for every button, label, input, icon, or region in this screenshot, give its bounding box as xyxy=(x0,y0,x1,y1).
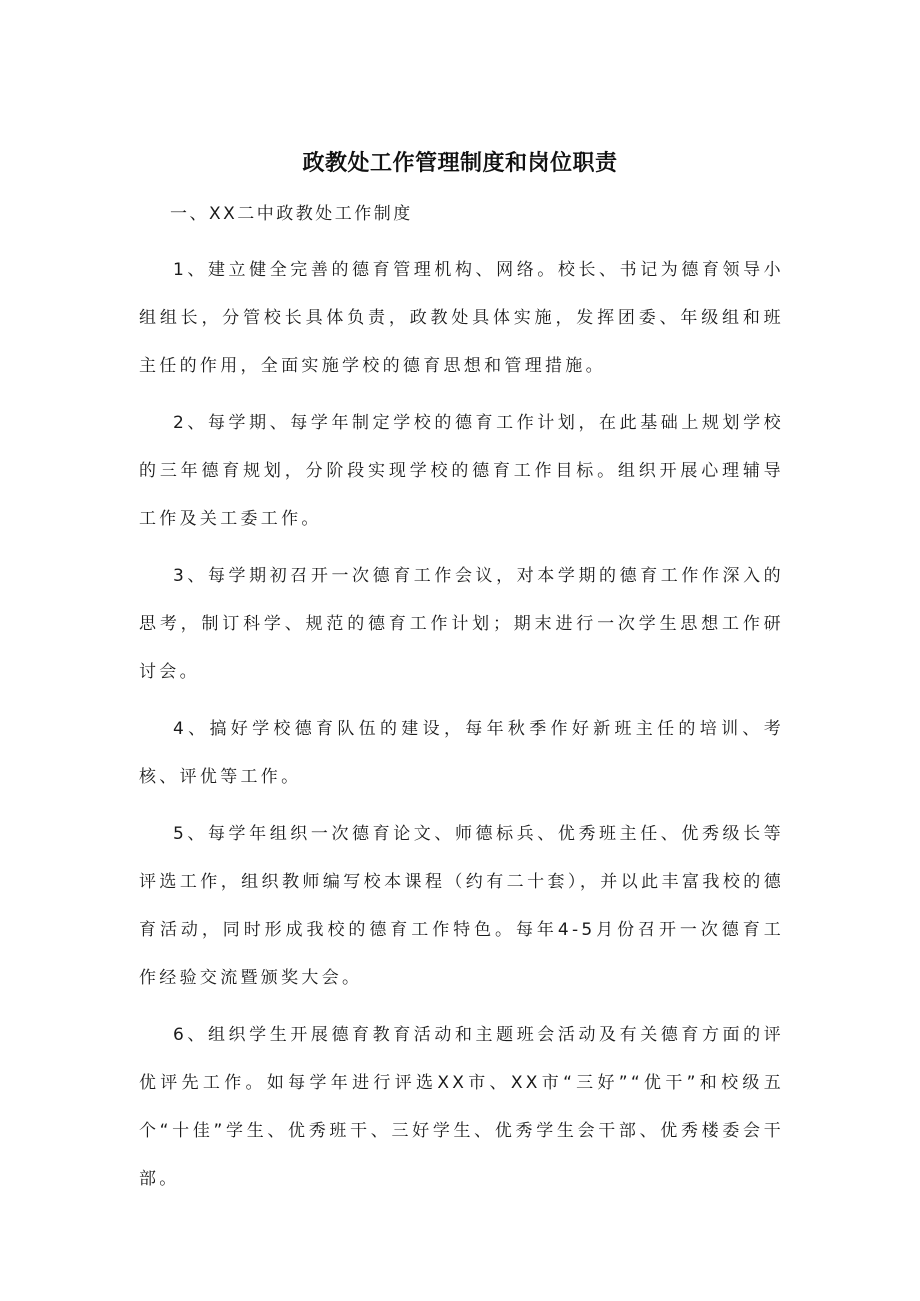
paragraph-6: 6、组织学生开展德育教育活动和主题班会活动及有关德育方面的评优评先工作。如每学年进行评选XX市、XX市“三好”“优干”和校级五个“十佳”学生、优秀班干、三好学生、优秀学生会干部、优秀楼委会干部。 xyxy=(139,1025,784,1189)
paragraph-5: 5、每学年组织一次德育论文、师德标兵、优秀班主任、优秀级长等评选工作，组织教师编写校本课程（约有二十套），并以此丰富我校的德育活动，同时形成我校的德育工作特色。每年4-5月份召开一次德育工作经验交流暨颁奖大会。 xyxy=(139,824,784,988)
paragraph-4: 4、搞好学校德育队伍的建设，每年秋季作好新班主任的培训、考核、评优等工作。 xyxy=(139,719,784,787)
section-heading: 一、XX二中政教处工作制度 xyxy=(170,204,413,224)
paragraph-3: 3、每学期初召开一次德育工作会议，对本学期的德育工作作深入的思考，制订科学、规范的德育工作计划；期末进行一次学生思想工作研讨会。 xyxy=(139,566,784,682)
document-body xyxy=(139,246,784,1212)
paragraph-2: 2、每学期、每学年制定学校的德育工作计划，在此基础上规划学校的三年德育规划，分阶段实现学校的德育工作目标。组织开展心理辅导工作及关工委工作。 xyxy=(139,413,784,529)
document-title: 政教处工作管理制度和岗位职责 xyxy=(302,151,618,176)
paragraph-1: 1、建立健全完善的德育管理机构、网络。校长、书记为德育领导小组组长，分管校长具体负责，政教处具体实施，发挥团委、年级组和班主任的作用，全面实施学校的德育思想和管理措施。 xyxy=(139,260,784,376)
